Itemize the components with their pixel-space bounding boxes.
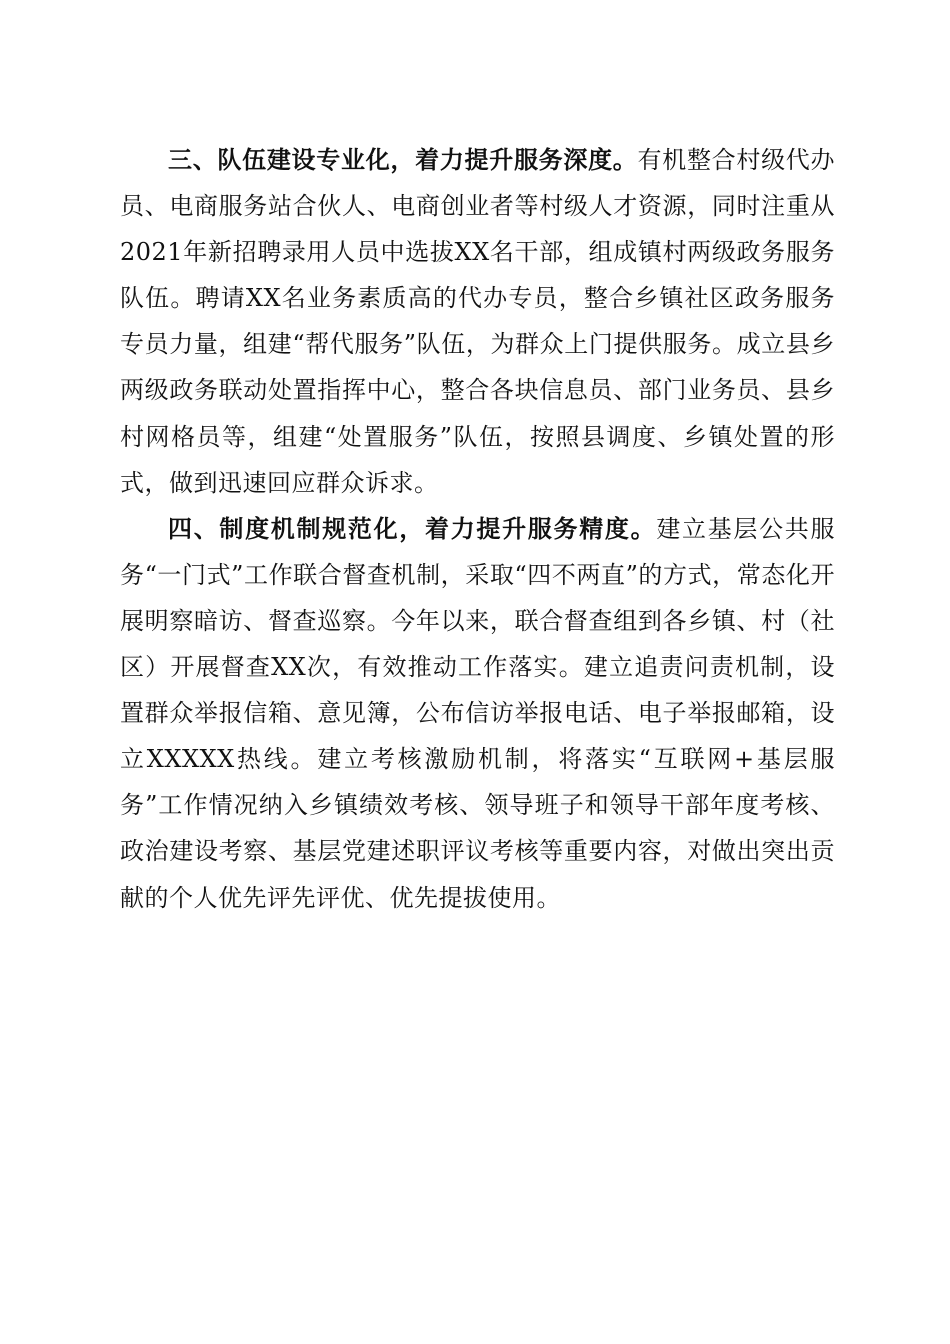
paragraph-heading: 四、制度机制规范化，着力提升服务精度。 bbox=[168, 514, 657, 543]
document-body bbox=[120, 137, 835, 921]
paragraph-text: 建立基层公共服务“一门式”工作联合督查机制，采取“四不两直”的方式，常态化开展明察暗访、督查巡察。今年以来，联合督查组到各乡镇、村（社区）开展督查XX次，有效推动工作落实。建立追责问责机制，设置群众举报信箱、意见簿，公布信访举报电话、电子举报邮箱，设立XXXXX热线。建立考核激励机制，将落实“互联网+基层服务”工作情况纳入乡镇绩效考核、领导班子和领导干部年度考核、政治建设考察、基层党建述职评议考核等重要内容，对做出突出贡献的个人优先评先评优、优先提拔使用。 bbox=[120, 514, 836, 912]
paragraph-institution-mechanism bbox=[120, 506, 835, 921]
paragraph-team-building bbox=[120, 137, 835, 506]
paragraph-heading: 三、队伍建设专业化，着力提升服务深度。 bbox=[168, 146, 638, 174]
paragraph-text: 有机整合村级代办员、电商服务站合伙人、电商创业者等村级人才资源，同时注重从2021年新招聘录用人员中选拔XX名干部，组成镇村两级政务服务队伍。聘请XX名业务素质高的代办专员，整合乡镇社区政务服务专员力量，组建“帮代服务”队伍，为群众上门提供服务。成立县乡两级政务联动处置指挥中心，整合各块信息员、部门业务员、县乡村网格员等，组建“处置服务”队伍，按照县调度、乡镇处置的形式，做到迅速回应群众诉求。 bbox=[120, 146, 836, 497]
